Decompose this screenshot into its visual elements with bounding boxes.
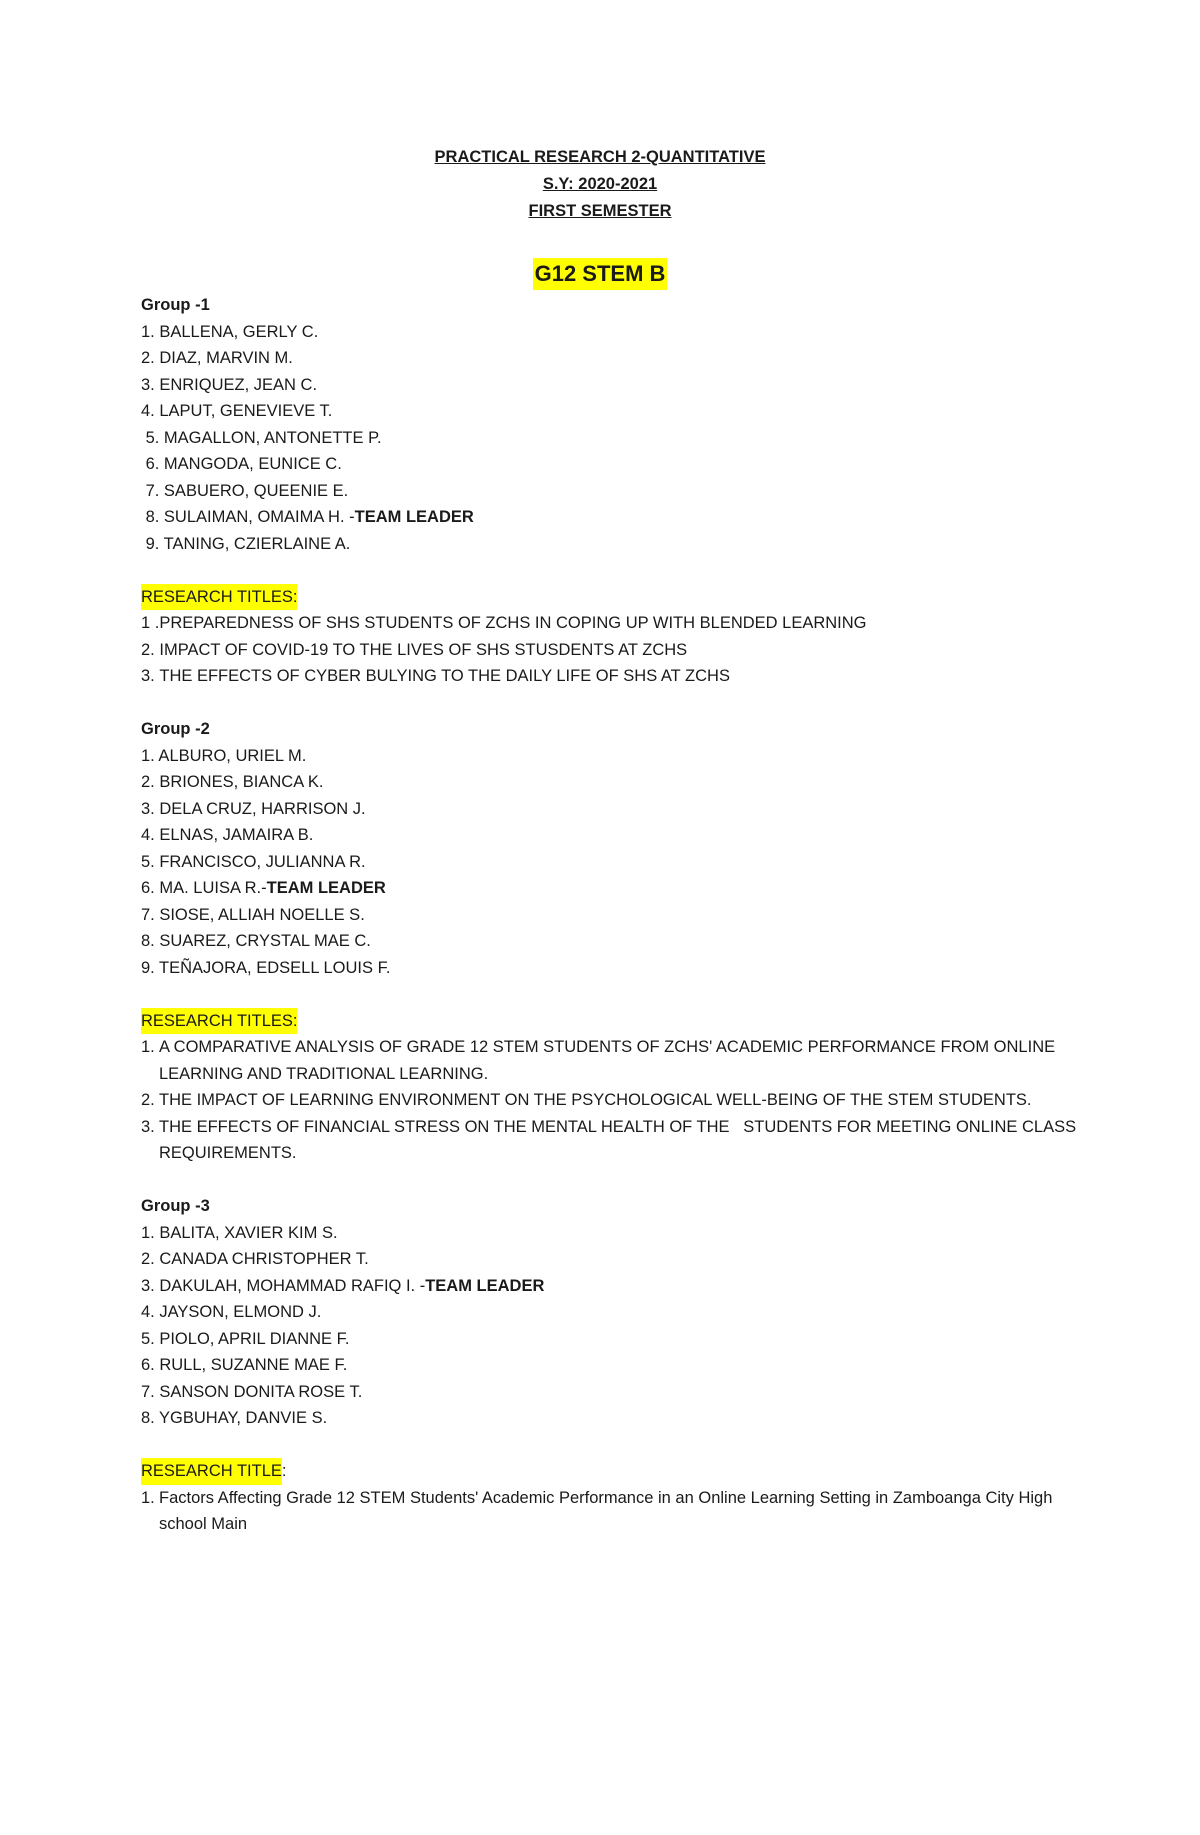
research-titles-label: RESEARCH TITLE	[141, 1458, 282, 1485]
member-name: 7. SIOSE, ALLIAH NOELLE S.	[141, 905, 365, 924]
member-name: 8. YGBUHAY, DANVIE S.	[141, 1409, 328, 1427]
research-title-item	[141, 1087, 1101, 1114]
research-title-number: 1 .	[141, 614, 160, 632]
member-name: 5. PIOLO, APRIL DIANNE F.	[141, 1329, 350, 1348]
member-name: 9. TEÑAJORA, EDSELL LOUIS F.	[141, 958, 391, 977]
member-name: 8. SUAREZ, CRYSTAL MAE C.	[141, 932, 371, 950]
member-name: 4. ELNAS, JAMAIRA B.	[141, 826, 314, 844]
member-item	[141, 743, 1101, 770]
team-leader-tag: TEAM LEADER	[354, 508, 474, 526]
member-item-team-leader	[141, 875, 1101, 902]
research-title-number: 1.	[141, 1038, 155, 1056]
research-titles-heading	[141, 584, 1101, 611]
member-name: 3. DAKULAH, MOHAMMAD RAFIQ I. -	[141, 1276, 426, 1295]
member-name: 2. CANADA CHRISTOPHER T.	[141, 1250, 369, 1268]
member-item	[141, 1246, 1101, 1273]
member-item	[141, 1220, 1101, 1247]
team-leader-tag: TEAM LEADER	[425, 1276, 545, 1295]
member-name: 1. BALITA, XAVIER KIM S.	[141, 1223, 338, 1242]
school-year: S.Y: 2020-2021	[542, 175, 658, 193]
research-title-item	[141, 637, 1101, 664]
member-name: 7. SABUERO, QUEENIE E.	[141, 481, 349, 500]
member-name: 6. MA. LUISA R.-	[141, 879, 267, 897]
research-title-item	[141, 1114, 1101, 1167]
member-name: 4. JAYSON, ELMOND J.	[141, 1303, 322, 1321]
course-title: PRACTICAL RESEARCH 2-QUANTITATIVE	[434, 148, 766, 166]
research-titles-heading	[141, 1458, 1101, 1485]
research-title-text: A COMPARATIVE ANALYSIS OF GRADE 12 STEM STUDENTS OF ZCHS' ACADEMIC PERFORMANCE FROM ONLINE LEARNING AND TRADITIONAL LEARNING.	[159, 1038, 1060, 1083]
semester: FIRST SEMESTER	[528, 202, 672, 220]
member-item	[141, 769, 1101, 796]
member-item	[141, 928, 1101, 955]
member-item	[141, 398, 1101, 425]
member-name: 9. TANING, CZIERLAINE A.	[141, 534, 351, 553]
member-item	[141, 849, 1101, 876]
member-item	[141, 372, 1101, 399]
group-label: Group -1	[141, 296, 210, 314]
member-name: 3. ENRIQUEZ, JEAN C.	[141, 375, 318, 394]
research-title-text: IMPACT OF COVID-19 TO THE LIVES OF SHS STUSDENTS AT ZCHS	[159, 640, 688, 659]
member-item	[141, 1299, 1101, 1326]
group-2	[141, 716, 1101, 1167]
member-item	[141, 955, 1101, 982]
member-item	[141, 902, 1101, 929]
document-header	[0, 144, 1200, 225]
member-item	[141, 478, 1101, 505]
research-title-item	[141, 663, 1101, 690]
research-title-number: 3.	[141, 1117, 155, 1136]
member-name: 8. SULAIMAN, OMAIMA H. -	[141, 508, 355, 526]
research-titles-label: RESEARCH TITLES:	[141, 584, 297, 611]
team-leader-tag: TEAM LEADER	[266, 879, 386, 897]
member-item	[141, 1352, 1101, 1379]
member-item	[141, 425, 1101, 452]
member-name: 5. MAGALLON, ANTONETTE P.	[141, 428, 382, 447]
research-title-text: PREPAREDNESS OF SHS STUDENTS OF ZCHS IN COPING UP WITH BLENDED LEARNING	[159, 614, 867, 632]
member-item-team-leader	[141, 504, 1101, 531]
member-item	[141, 1379, 1101, 1406]
research-title-number: 1.	[141, 1488, 155, 1507]
member-item	[141, 822, 1101, 849]
research-titles-label: RESEARCH TITLES:	[141, 1008, 297, 1035]
section-title-wrap	[0, 258, 1200, 290]
section-title: G12 STEM B	[533, 258, 668, 290]
member-name: 1. BALLENA, GERLY C.	[141, 322, 319, 341]
research-title-text: THE IMPACT OF LEARNING ENVIRONMENT ON THE PSYCHOLOGICAL WELL-BEING OF THE STEM STUDENTS.	[159, 1091, 1032, 1109]
groups-content	[141, 292, 1101, 1538]
member-name: 6. RULL, SUZANNE MAE F.	[141, 1356, 348, 1374]
group-1	[141, 292, 1101, 690]
member-name: 2. DIAZ, MARVIN M.	[141, 349, 293, 367]
member-name: 1. ALBURO, URIEL M.	[141, 746, 307, 765]
member-item-team-leader	[141, 1273, 1101, 1300]
research-title-item	[141, 1485, 1101, 1538]
member-name: 5. FRANCISCO, JULIANNA R.	[141, 852, 366, 871]
group-label: Group -2	[141, 720, 210, 738]
member-name: 3. DELA CRUZ, HARRISON J.	[141, 799, 366, 818]
research-title-text: THE EFFECTS OF FINANCIAL STRESS ON THE MENTAL HEALTH OF THE STUDENTS FOR MEETING ONLINE CLASS REQUIREMENTS.	[159, 1117, 1081, 1162]
member-item	[141, 531, 1101, 558]
research-title-number: 2.	[141, 640, 160, 659]
research-title-item	[141, 610, 1101, 637]
research-title-number: 2.	[141, 1091, 155, 1109]
member-item	[141, 451, 1101, 478]
member-item	[141, 1405, 1101, 1432]
member-name: 7. SANSON DONITA ROSE T.	[141, 1382, 363, 1401]
research-title-item	[141, 1034, 1101, 1087]
member-name: 2. BRIONES, BIANCA K.	[141, 773, 324, 791]
group-3	[141, 1193, 1101, 1538]
group-label: Group -3	[141, 1197, 210, 1215]
member-item	[141, 319, 1101, 346]
research-title-text: THE EFFECTS OF CYBER BULYING TO THE DAILY LIFE OF SHS AT ZCHS	[159, 667, 730, 685]
member-item	[141, 796, 1101, 823]
research-titles-heading	[141, 1008, 1101, 1035]
research-title-text: Factors Affecting Grade 12 STEM Students' Academic Performance in an Online Learning Setting in Zamboanga City High school Main	[159, 1488, 1057, 1533]
member-item	[141, 1326, 1101, 1353]
member-name: 4. LAPUT, GENEVIEVE T.	[141, 402, 333, 420]
member-name: 6. MANGODA, EUNICE C.	[141, 455, 342, 473]
research-title-number: 3.	[141, 667, 160, 685]
member-item	[141, 345, 1101, 372]
research-titles-suffix: :	[281, 1462, 287, 1480]
